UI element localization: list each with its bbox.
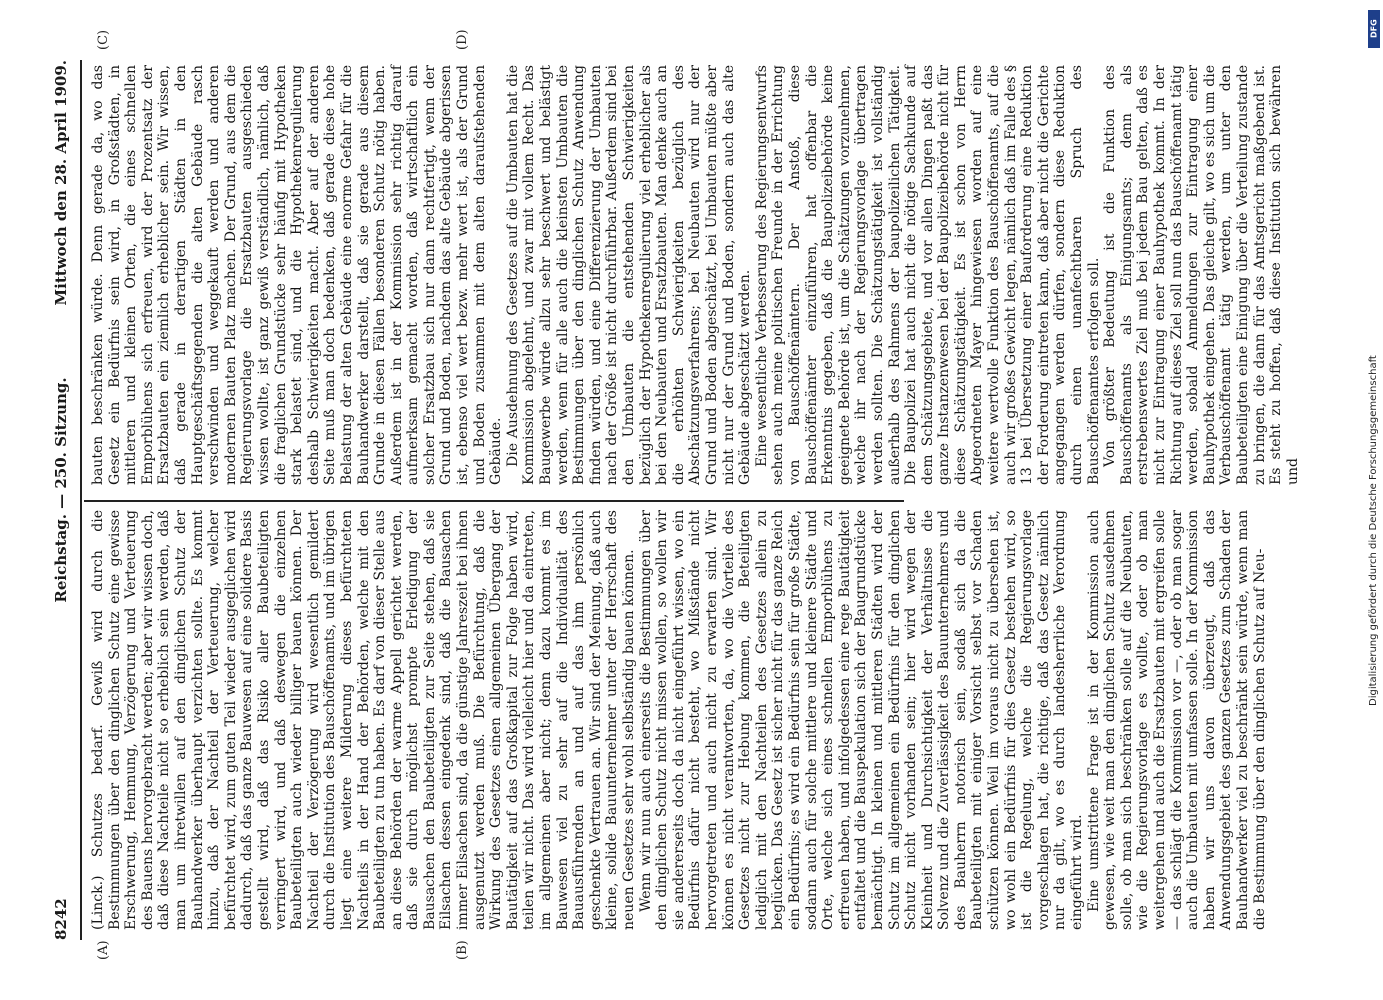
margin-marker-d: (D) — [455, 29, 470, 50]
column-divider — [84, 500, 904, 502]
paragraph: Wenn wir nun auch einerseits die Bestimmungen über den dinglichen Schutz nicht missen wollen, so wollen wir sie andererseits doch da nicht eingeführt wissen, wo ein Bedürfnis dafür nicht besteht, wo Mißstände nicht hervorgetreten und auch nicht zu erwarten sind. Wir können es nicht verantworten, da, wo die Vorteile des Gesetzes nicht zur Hebung kommen, die Beteiligten lediglich mit den Nachteilen des Gesetzes allein zu beglücken. Das Gesetz ist sicher nicht für das ganze Reich ein Bedürfnis; es wird ein Bedürfnis sein für große Städte, sodann auch für solche mittlere und kleinere Städte und Orte, welche sich eines schnellen Emporblühens zu erfreuen haben, und infolgedessen eine rege Bautätigkeit entfaltet und die Bauspekulation sich der Baugrundstücke bemächtigt. In kleinen und mittleren Städten wird der Schutz im allgemeinen ein Bedürfnis für den dinglichen Schutz nicht vorhanden sein; hier wird wegen der Kleinheit und Durchsichtigkeit der Verhältnisse die Solvenz und die Zuverlässigkeit des Bauunternehmers und des Bauherrn notorisch sein, sodaß sich da die Baubeteiligten mit einiger Vorsicht selbst vor Schaden schützen können. Weil im voraus nicht zu übersehen ist, wo wohl ein Bedürfnis für dies Gesetz bestehen wird, so ist die Regelung, welche die Regierungsvorlage vorgeschlagen hat, die richtige, daß das Gesetz nämlich nur da gilt, wo es durch landesherrliche Verordnung eingeführt wird. — [637, 510, 1086, 930]
paragraph: Von größter Bedeutung ist die Funktion des Bauschöffenamts als Einigungsamts; denn als erstrebenswertes Ziel muß bei jedem Bau gelten, daß es nicht zur Eintragung einer Bauhypothek kommt. In der Richtung auf dieses Ziel soll nun das Bauschöffenamt tätig werden, sobald Anmeldungen zur Eintragung einer Bauhypothek eingehen. Das gleiche gilt, wo es sich um die Verbauschöffenamt tätig werden, um unter den Baubeteiligten eine Einigung über die Verteilung zustande zu bringen, die dann für das Amtsgericht maßgebend ist. Es steht zu hoffen, daß diese Institution sich bewähren und — [1102, 65, 1301, 485]
paragraph: Eine umstrittene Frage ist in der Kommission auch gewesen, wie weit man den dinglichen Schutz ausdehnen solle, ob man sich beschränken solle auf die Neubauten, wie die Regierungsvorlage es wollte, oder ob man weitergehen und auch die Ersatzbauten mit ergreifen solle — das schlägt die Kommission vor —, oder ob man sogar auch die Umbauten mit umfassen solle. In der Kommission haben wir uns davon überzeugt, daß das Anwendungsgebiet des ganzen Gesetzes zum Schaden der Bauhandwerker viel zu beschränkt sein würde, wenn man die Bestimmung über den dinglichen Schutz auf Neu- — [1085, 510, 1268, 930]
page-header — [52, 60, 76, 940]
page-number: 8242 — [52, 898, 70, 940]
header-rule — [80, 60, 82, 940]
margin-marker-a: (A) — [96, 940, 111, 960]
paragraph: Die Ausdehnung des Gesetzes auf die Umbauten hat die Kommission abgelehnt, und zwar mit vollem Recht. Das Baugewerbe würde allzu sehr beschwert und belästigt werden, wenn für alle auch die kleinsten Umbauten die Bestimmungen über den dinglichen Schutz Anwendung finden würden, und eine Differenzierung der Umbauten nach der Größe ist nicht durchführbar. Außerdem sind bei den Umbauten die entstehenden Schwierigkeiten bezüglich der Hypothekenregulierung viel erheblicher als bei den Neubauten und Ersatzbauten. Man denke auch an die erhöhten Schwierigkeiten bezüglich des Abschätzungsverfahrens; bei Neubauten wird nur der Grund und Boden abgeschätzt, bei Umbauten müßte aber nicht nur der Grund und Boden, sondern auch das alte Gebäude abgeschätzt werden. — [504, 65, 754, 485]
paragraph: bauten beschränken würde. Denn gerade da, wo das Gesetz ein Bedürfnis sein wird, in Großstädten, in mittleren und kleinen Orten, die eines schnellen Emporblühens sich erfreuen, wird der Prozentsatz der Ersatzbauten ein ziemlich erheblicher sein. Wir wissen, daß gerade in derartigen Städten in den Hauptgeschäftsgegenden die alten Gebäude rasch verschwinden und weggekauft werden und anderen modernen Bauten Platz machen. Der Grund, aus dem die Regierungsvorlage die Ersatzbauten ausgeschieden wissen wollte, ist ganz gewiß verständlich, nämlich, daß die fraglichen Grundstücke sehr häufig mit Hypotheken stark belastet sind, und die Hypothekenregulierung deshalb Schwierigkeiten macht. Aber auf der anderen Seite muß man doch bedenken, daß gerade diese hohe Belastung der alten Gebäude eine enorme Gefahr für die Bauhandwerker darstellt, daß sie gerade aus diesem Grunde in diesen Fällen besonderen Schutz nötig haben. Außerdem ist in der Kommission sehr richtig darauf aufmerksam gemacht worden, daß wirtschaftlich ein solcher Ersatzbau sich nur dann rechtfertigt, wenn der Grund und Boden, nachdem das alte Gebäude abgerissen ist, ebenso viel wert bezw. mehr wert ist, als der Grund und Boden zusammen mit dem alten daraufstehenden Gebäude. — [90, 65, 505, 485]
left-column — [90, 510, 1268, 930]
paragraph: (Linck.) Schutzes bedarf. Gewiß wird durch die Bestimmungen über den dinglichen Schutz eine gewisse Erschwerung, Hemmung, Verzögerung und Verteuerung des Bauens hervorgebracht werden; aber wir wissen doch, daß diese Nachteile nicht so erheblich sein werden, daß man um ihretwillen auf den dinglichen Schutz der Bauhandwerker überhaupt verzichten sollte. Es kommt hinzu, daß der Nachteil der Verteuerung, welcher befürchtet wird, zum guten Teil wieder ausgeglichen wird dadurch, daß das ganze Bauwesen auf eine solidere Basis gestellt wird, daß das Risiko aller Baubeteiligten verringert wird, und daß deswegen die einzelnen Baubeteiligten auch wieder billiger bauen können. Der Nachteil der Verzögerung wird wesentlich gemildert durch die Institution des Bauschöffenamts, und im übrigen liegt eine weitere Milderung dieses befürchteten Nachteils in der Hand der Behörden, welche mit den Baubeteiligten zu tun haben. Es darf von dieser Stelle aus an diese Behörden der warme Appell gerichtet werden, daß sie durch möglichst prompte Erledigung der Bausachen den Baubeteiligten zur Seite stehen, daß sie Eilsachen dessen eingedenk sind, daß die Bausachen immer Eilsachen sind, da die günstige Jahreszeit bei ihnen ausgenutzt werden muß. Die Befürchtung, daß die Wirkung des Gesetzes einen allgemeinen Übergang der Bautätigkeit auf das Großkapital zur Folge haben wird, teilen wir nicht. Das wird vielleicht hier und da eintreten, im allgemeinen aber nicht; denn dazu kommt es im Bauwesen viel zu sehr auf die Individualität des Bauausführenden an und auf das ihm persönlich geschenkte Vertrauen an. Wir sind der Meinung, daß auch kleine, solide Bauunternehmer unter der Herrschaft des neuen Gesetzes sehr wohl selbständig bauen können. — [90, 510, 637, 930]
dfg-logo: DFG — [1368, 10, 1380, 48]
margin-marker-c: (C) — [96, 29, 111, 50]
session-date: Mittwoch den 28. April 1909. — [52, 60, 70, 306]
page-title: Reichstag. — 250. Sitzung. — [52, 377, 70, 603]
right-column — [90, 65, 1301, 485]
margin-marker-b: (B) — [455, 940, 470, 960]
paragraph: Eine wesentliche Verbesserung des Regierungsentwurfs sehen auch meine politischen Freunde in der Errichtung von Bauschöffenämtern. Der Anstoß, diese Bauschöffenämter einzuführen, hat offenbar die Erkenntnis gegeben, daß die Baupolizeibehörde keine geeignete Behörde ist, um die Schätzungen vorzunehmen, welche ihr nach der Regierungsvorlage übertragen werden sollten. Die Schätzungstätigkeit ist vollständig außerhalb des Rahmens der baupolizeilichen Tätigkeit. Die Baupolizei hat auch nicht die nötige Sachkunde auf dem Schätzungsgebiete, und vor allen Dingen paßt das ganze Instanzenwesen bei der Baupolizeibehörde nicht für diese Schätzungstätigkeit. Es ist schon von Herrn Abgeordneten Mayer hingewiesen worden auf eine weitere wertvolle Funktion des Bauschöffenamts, auf die auch wir großes Gewicht legen, nämlich daß im Falle des § 13 bei Übersetzung einer Bauforderung eine Reduktion der Forderung eintreten kann, daß aber nicht die Gerichte angegangen werden dürfen, sondern diese Reduktion durch einen unanfechtbaren Spruch des Bauschöffenamtes erfolgen soll. — [753, 65, 1102, 485]
funding-note: Digitalisierung gefördert durch die Deutsche Forschungsgemeinschaft — [1368, 355, 1379, 706]
